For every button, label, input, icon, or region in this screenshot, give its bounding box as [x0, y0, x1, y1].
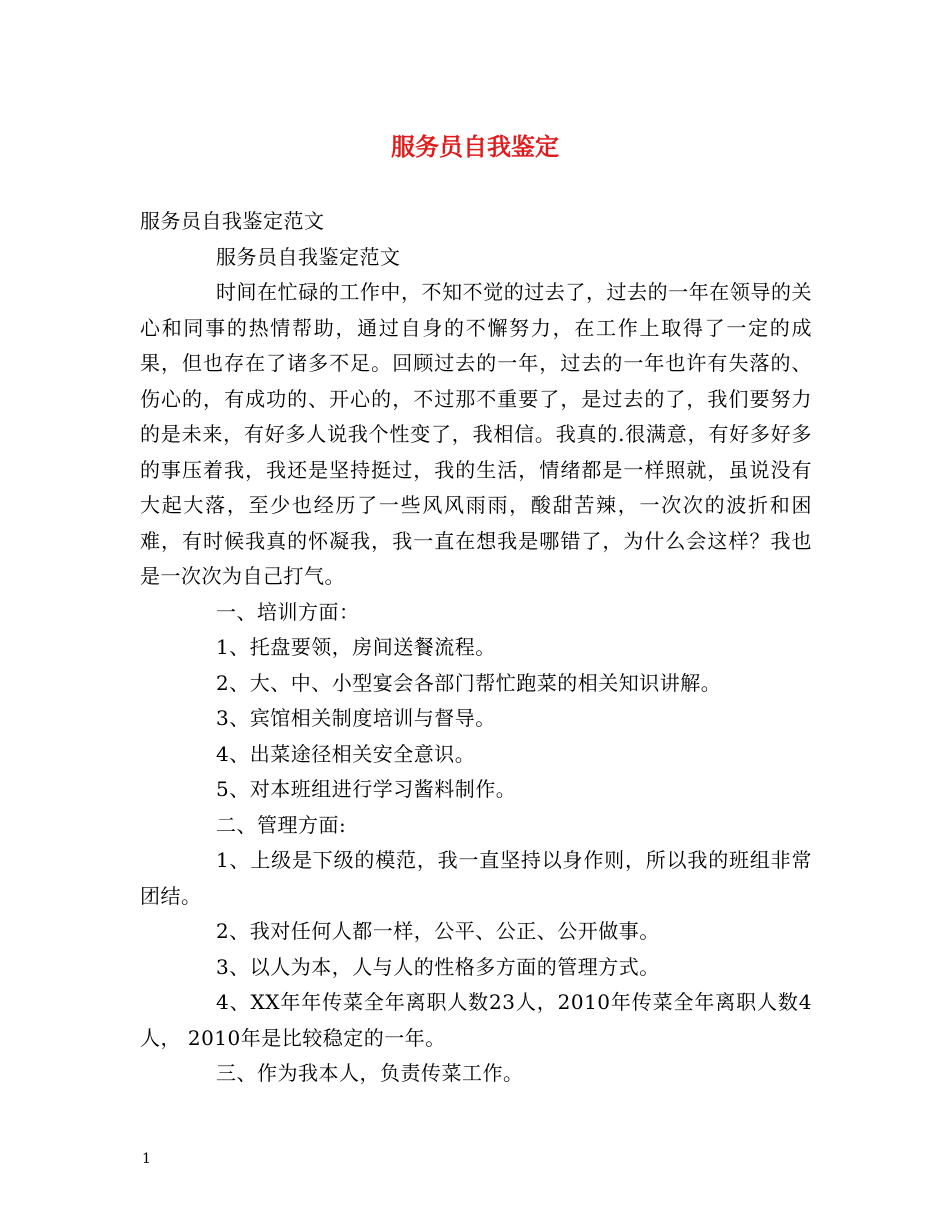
list-item: 2、我对任何人都一样，公平、公正、公开做事。 — [216, 919, 660, 943]
document-body — [140, 204, 812, 1092]
section-heading: 一、培训方面： — [216, 599, 360, 624]
paragraph: 服务员自我鉴定范文 — [216, 244, 401, 269]
document-heading: 服务员自我鉴定范文 — [140, 209, 325, 233]
list-item: 4、出菜途径相关安全意识。 — [216, 741, 476, 766]
page-number: 1 — [142, 1151, 151, 1167]
document-title: 服务员自我鉴定 — [391, 132, 559, 161]
list-item: 1、托盘要领，房间送餐流程。 — [216, 635, 496, 659]
list-item: 2、大、中、小型宴会各部门帮忙跑菜的相关知识讲解。 — [216, 670, 722, 695]
section-heading: 三、作为我本人，负责传菜工作。 — [216, 1061, 524, 1085]
section-heading: 二、管理方面: — [216, 812, 347, 837]
list-item: 1、上级是下级的模范，我一直坚持以身作则，所以我的班组非常团结。 — [140, 848, 812, 908]
list-item: 4、XX年年传菜全年离职人数23人，2010年传菜全年离职人数4人， 2010年是比较稳定的一年。 — [140, 990, 812, 1050]
list-item: 5、对本班组进行学习酱料制作。 — [216, 777, 517, 801]
list-item: 3、宾馆相关制度培训与督导。 — [216, 706, 496, 730]
paragraph: 时间在忙碌的工作中，不知不觉的过去了，过去的一年在领导的关心和同事的热情帮助，通过自身的不懈努力，在工作上取得了一定的成果，但也存在了诸多不足。回顾过去的一年，过去的一年也许有失落的、伤心的，有成功的、开心的，不过那不重要了，是过去的了，我们要努力的是未来，有好多人说我个性变了，我相信。我真的.很满意，有好多好多的事压着我，我还是坚持挺过，我的生活，情绪都是一样照就，虽说没有大起大落，至少也经历了一些风风雨雨，酸甜苦辣，一次次的波折和困难，有时候我真的怀凝我，我一直在想我是哪错了，为什么会这样？我也是一次次为自己打气。 — [140, 280, 812, 588]
list-item: 3、以人为本，人与人的性格多方面的管理方式。 — [216, 954, 660, 979]
